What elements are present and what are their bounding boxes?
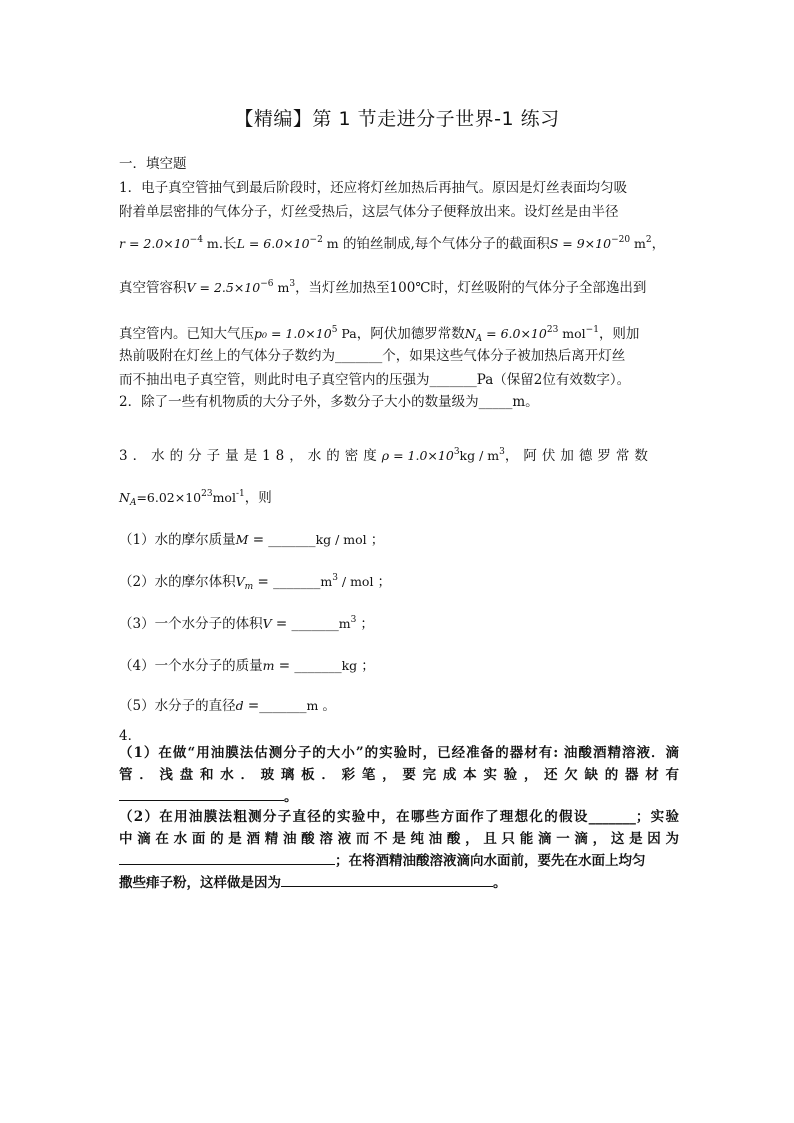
area-formula: $S = 9\times 10^{-20}$ $m^2$ (549, 235, 652, 251)
q4-p2-line-2: 中滴在水面的是酒精油酸溶液而不是纯油酸，且只能滴一滴，这是因为 (119, 831, 679, 847)
density-formula: $\rho = 1.0\times 10^3kg / m^3$ (381, 447, 505, 463)
q1-formula-line-1: $r = 2.0\times 10^{-4}$ m.长$L = 6.0\times 10^{-2}$ m 的铂丝制成,每个气体分子的截面积$S = 9\times 10^{-20}$ $m^2$， (119, 235, 666, 252)
q4-p1-line-2: 管．浅盘和水．玻璃板．彩笔，要完成本实验，还欠缺的器材有 (119, 767, 679, 783)
q4-p2-line-3: ；在将酒精油酸溶液滴向水面前，要先在水面上均匀 (119, 850, 679, 872)
radius-formula: $r = 2.0\times 10^{-4}$ m (119, 235, 219, 251)
volume-formula: $V = 2.5\times 10^{-6}$ $m^3$ (186, 279, 296, 295)
q1-tail (119, 344, 679, 392)
question-3-avogadro: $N_A=6.02\times 10^{23}mol^{-1}$，则 (119, 489, 272, 508)
answer-blank[interactable] (119, 850, 335, 865)
question-3-intro: 3．水的分子量是18，水的密度$\rho = 1.0\times 10^3kg / m^3$，阿伏加德罗常数 (119, 447, 653, 464)
q3-item-5: （5）水分子的直径d =_______m 。 (119, 698, 336, 714)
avogadro-formula: $N_A = 6.0\times 10^{23}$ mol$^{-1}$ (464, 325, 599, 344)
q4-p2-line-1: （2）在用油膜法粗测分子直径的实验中，在哪些方面作了理想化的假设_______；实验 (119, 809, 679, 825)
q1-line-2: 附着单层密排的气体分子，灯丝受热后，这层气体分子便释放出来。设灯丝是由半径 (119, 204, 619, 220)
q1-formula-line-3: 真空管内。已知大气压$p_0 = 1.0\times 10^5$ Pa，阿伏加德罗常数$N_A = 6.0\times 10^{23}$ mol$^{-1}$，则加 (119, 325, 640, 344)
q3-item-3: （3）一个水分子的体积$V = \_\_\_\_\_\_\_m^3$ ； (119, 615, 374, 632)
section-heading: 一．填空题 (119, 156, 187, 172)
q1-formula-line-2: 真空管容积$V = 2.5\times 10^{-6}$ $m^3$，当灯丝加热至100℃时，灯丝吸附的气体分子全部逸出到 (119, 279, 647, 296)
q4-p2-line-4: 撒些痱子粉，这样做是因为 。 (119, 872, 679, 894)
q4-p1-line-3: 。 (119, 786, 679, 808)
q1-line-1: 1．电子真空管抽气到最后阶段时，还应将灯丝加热后再抽气。原因是灯丝表面均匀吸 (119, 180, 628, 196)
pressure-formula: $p_0 = 1.0\times 10^5$ Pa (254, 325, 357, 341)
answer-blank[interactable] (281, 872, 493, 887)
length-formula: $L = 6.0\times 10^{-2}$ m (236, 235, 339, 251)
q1-line-4: 而不抽出电子真空管，则此时电子真空管内的压强为_______Pa（保留2位有效数字）。 (119, 372, 631, 388)
question-4-number: 4． (119, 728, 142, 744)
q4-part-1 (119, 742, 679, 808)
answer-blank[interactable] (119, 786, 284, 801)
avogadro-value: $N_A=6.02\times 10^{23}mol^{-1}$ (119, 489, 245, 508)
q1-line-3: 热前吸附在灯丝上的气体分子数约为_______个，如果这些气体分子被加热后离开灯丝 (119, 348, 626, 364)
q4-p1-line-1: （1）在做“用油膜法估测分子的大小”的实验时，已经准备的器材有: 油酸酒精溶液．滴 (119, 745, 679, 761)
page-title: 【精编】第 1 节走进分子世界-1 练习 (234, 108, 560, 130)
q4-part-2 (119, 806, 679, 894)
question-1 (119, 176, 679, 224)
q3-item-1: （1）水的摩尔质量M = _______kg / mol ； (119, 532, 385, 548)
q3-item-2: （2）水的摩尔体积$V_m$ = $\_\_\_\_\_\_\_m^3$ / mol ； (119, 573, 391, 592)
question-2: 2．除了一些有机物质的大分子外，多数分子大小的数量级为_____m。 (119, 394, 539, 410)
q3-item-4: （4）一个水分子的质量m = _______kg ； (119, 658, 375, 674)
